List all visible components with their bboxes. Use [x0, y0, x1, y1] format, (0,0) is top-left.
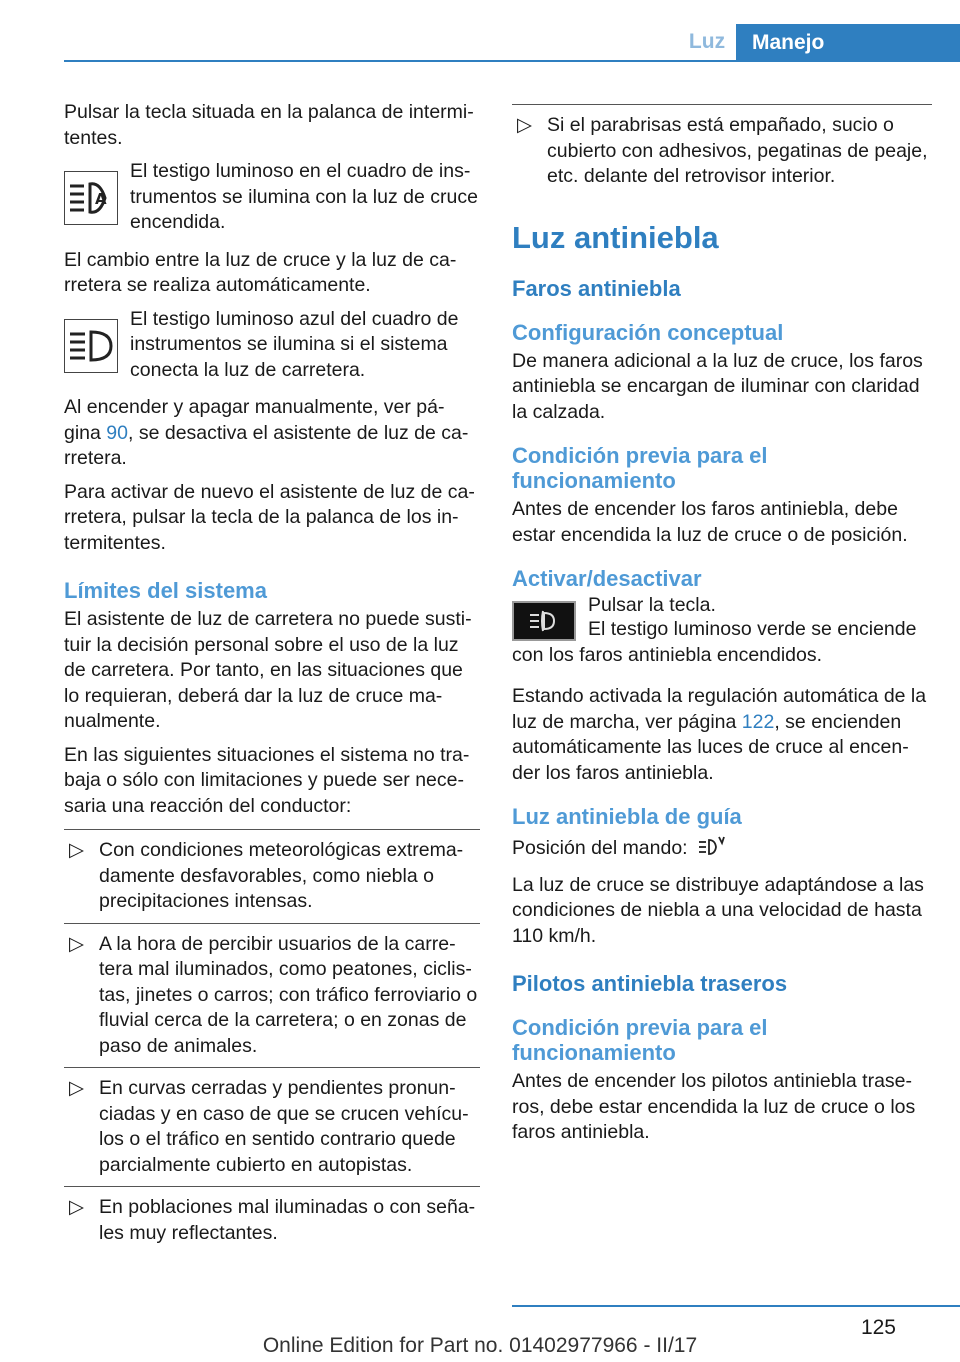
list-item-text: Si el parabrisas está empañado, sucio o cubierto con adhesivos, pegatinas de peaje, etc. delante del retrovisor interior. [547, 114, 928, 187]
list-item-text: En curvas cerradas y pendientes pronun‐ciadas y en caso de que se crucen vehícu‐los o el tráfico en sentido contrario quede parcialmente cubierto en autopistas. [99, 1077, 469, 1176]
left-column [64, 100, 480, 1254]
list-item [64, 923, 480, 1060]
text-span: Estando activada la regulación automática de la luz de marcha, ver página [512, 685, 927, 733]
list-item-text: Con condiciones meteorológicas extrema‐damente desfavorables, como niebla o precipitaciones intensas. [99, 839, 464, 912]
high-beam-indicator-row [64, 307, 480, 384]
footer-rule [512, 1305, 960, 1307]
page-link[interactable]: 90 [106, 421, 128, 444]
text-span: , se desactiva el asistente de luz de ca‐rretera. [64, 421, 469, 469]
paragraph: Para activar de nuevo el asistente de luz de ca‐rretera, pulsar la tecla de la palanca de los in‐termitentes. [64, 480, 475, 554]
low-beam-indicator-text: El testigo luminoso en el cuadro de ins‐trumentos se ilumina con la luz de cruce encendida. [130, 160, 478, 233]
page-link[interactable]: 122 [741, 710, 775, 733]
section-heading: Pilotos antiniebla traseros [512, 971, 788, 996]
text-span: Al encender y apagar manualmente, ver pá‐gina [64, 396, 445, 444]
paragraph [512, 684, 932, 786]
paragraph: Pulsar la tecla. [588, 594, 716, 616]
paragraph: Antes de encender los pilotos antiniebla trase‐ros, debe estar encendida la luz de cruce o los faros antiniebla. [512, 1070, 916, 1143]
limitations-list-continued [512, 104, 932, 190]
subsection-heading: Activar/desactivar [512, 566, 702, 591]
subsection-heading: Configuración conceptual [512, 319, 784, 345]
list-item-text: En poblaciones mal iluminadas o con seña‐les muy reflectantes. [99, 1196, 476, 1244]
triangle-bullet-icon: ▷ [69, 1196, 84, 1218]
paragraph: De manera adicional a la luz de cruce, los faros antiniebla se encargan de iluminar con claridad la calzada. [512, 349, 923, 423]
list-item [512, 104, 932, 190]
page-number: 125 [860, 1316, 896, 1339]
paragraph: El cambio entre la luz de cruce y la luz de ca‐rretera se realiza automáticamente. [64, 248, 457, 296]
subsection-heading: Luz antiniebla de guía [512, 804, 742, 829]
subsection-heading: Condición previa para el funcionamiento [512, 443, 768, 493]
paragraph: La luz de cruce se distribuye adaptándose a las condiciones de niebla a una velocidad de hasta 110 km/h. [512, 873, 924, 947]
triangle-bullet-icon: ▷ [69, 932, 84, 955]
section-tab[interactable]: Luz [688, 30, 726, 53]
paragraph [64, 395, 480, 472]
text-span: , se encienden automáticamente las luces de cruce al encen‐der los faros antiniebla. [512, 710, 909, 784]
text-span: Posición del mando: [512, 836, 688, 859]
low-beam-indicator-row [64, 159, 480, 236]
chapter-tab[interactable]: Manejo [736, 24, 960, 62]
paragraph [512, 833, 932, 865]
high-beam-indicator-text: El testigo luminoso azul del cuadro de instrumentos se ilumina si el sistema conecta la luz de carretera. [130, 307, 459, 381]
list-item-text: A la hora de percibir usuarios de la carre‐tera mal iluminados, como peatones, ciclis‐tas, jinetes o carros; con tráfico ferroviario o fluvial cerca de la carretera; o en zonas de paso de animales. [99, 932, 478, 1057]
high-beam-icon [64, 319, 118, 373]
triangle-bullet-icon: ▷ [69, 839, 84, 861]
paragraph: Antes de encender los faros antiniebla, debe estar encendida la luz de cruce o de posición. [512, 498, 908, 546]
chapter-heading: Luz antiniebla [512, 219, 719, 255]
subsection-heading: Condición previa para el funcionamiento [512, 1015, 768, 1065]
list-item [64, 1067, 480, 1178]
triangle-bullet-icon: ▷ [517, 114, 532, 136]
limitations-list [64, 829, 480, 1246]
section-heading: Límites del sistema [64, 578, 267, 603]
paragraph: En las siguientes situaciones el sistema no tra‐baja o sólo con limitaciones y puede ser nece‐saria una reacción del conductor: [64, 743, 470, 817]
paragraph: Pulsar la tecla situada en la palanca de intermi‐tentes. [64, 101, 474, 149]
section-heading: Faros antiniebla [512, 275, 681, 301]
svg-text:A: A [95, 190, 107, 208]
paragraph: El testigo luminoso verde se enciende con los faros antiniebla encendidos. [512, 618, 917, 666]
triangle-bullet-icon: ▷ [69, 1077, 84, 1099]
low-beam-assist-icon [64, 171, 118, 225]
edition-footer: Online Edition for Part no. 01402977966 - II/17 [262, 1334, 698, 1357]
list-item [64, 829, 480, 915]
fog-guide-light-icon [693, 833, 727, 865]
paragraph: El asistente de luz de carretera no puede susti‐tuir la decisión personal sobre el uso de la luz de carretera. Por tanto, en las situaciones que lo requieran, deberá dar la luz de cruce ma‐nualmente. [64, 608, 472, 732]
right-column [512, 104, 932, 1154]
fog-light-button-icon [512, 601, 576, 641]
list-item [64, 1186, 480, 1246]
